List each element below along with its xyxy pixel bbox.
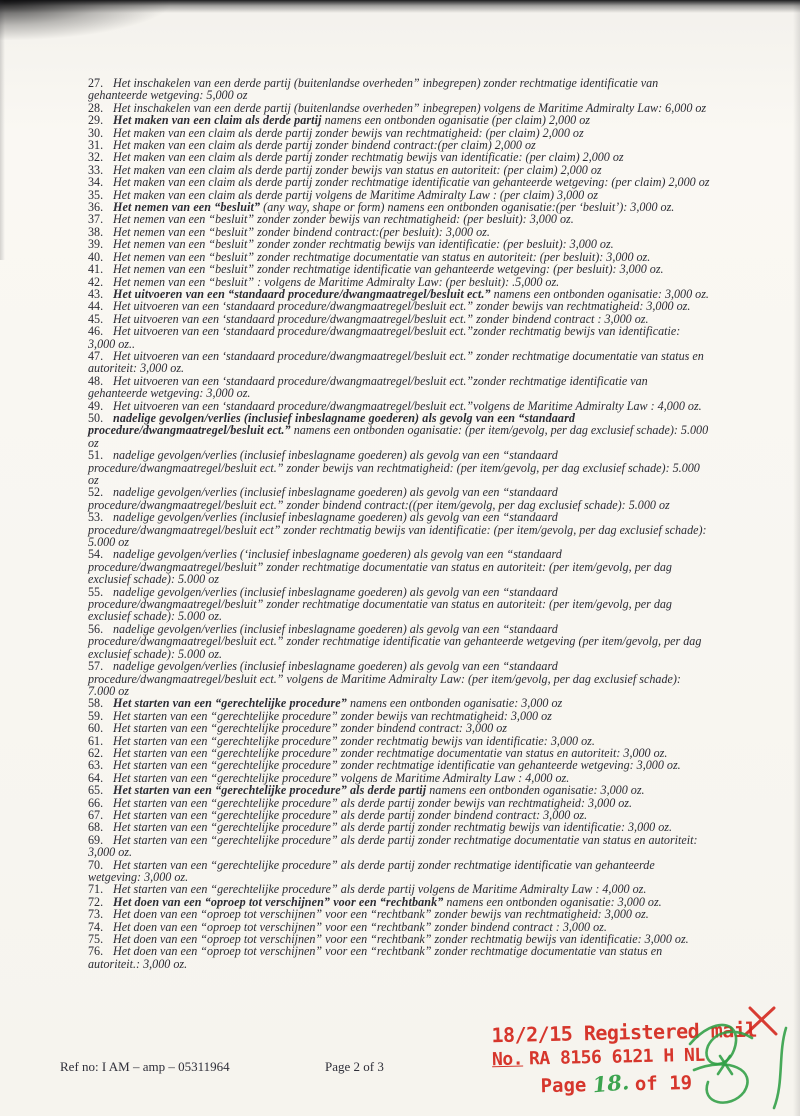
item-text: Het maken van een claim als derde partij zonder bindend contract:(per claim) 2,000 oz [113,138,536,153]
item-text: Het nemen van een “besluit” zonder zonder rechtmatig bewijs van identificatie: (per besluit): 3,000 oz. [113,237,614,252]
fee-list [88,77,710,970]
item-number: 33. [88,162,104,177]
item-number: 57. [88,659,104,674]
item-text: Het starten van een “gerechtelijke procedure” namens een ontbonden oganisatie: 3,000 oz [113,696,563,711]
item-number: 47. [88,348,104,363]
list-item [88,449,710,486]
item-number: 65. [88,783,104,798]
item-text: Het maken van een claim als derde partij zonder bewijs van status en autoriteit: (per claim) 2,000 oz [113,162,602,177]
item-text: Het starten van een “gerechtelijke procedure” als derde partij namens een ontbonden oganisatie: 3,000 oz. [113,783,645,798]
item-text: Het starten van een “gerechtelijke procedure” zonder rechtmatig bewijs van identificatie: 3,000 oz. [113,733,595,748]
item-number: 62. [88,745,104,760]
item-text: Het uitvoeren van een ‘standaard procedure/dwangmaatregel/besluit ect.” zonder bindend contract : 3,000 oz. [113,311,649,326]
item-number: 27. [88,76,104,90]
list-item [88,412,710,449]
item-text: Het starten van een “gerechtelijke procedure” als derde partij zonder rechtmatige documentatie van status en autoriteit: 3,000 oz. [88,832,698,860]
scan-shadow-left [0,0,5,260]
item-text: Het doen van een “oproep tot verschijnen” voor een “rechtbank” zonder bewijs van rechtmatigheid: 3,000 oz. [113,907,649,922]
item-text: Het starten van een “gerechtelijke procedure” als derde partij zonder bindend contract: 3,000 oz. [113,807,588,822]
item-number: 54. [88,547,104,562]
item-number: 56. [88,621,104,636]
item-number: 68. [88,820,104,835]
item-text: Het uitvoeren van een ‘standaard procedure/dwangmaatregel/besluit ect.” zonder bewijs van rechtmatigheid: 3,000 oz. [113,299,691,314]
item-number: 71. [88,882,104,897]
item-text: Het maken van een claim als derde partij zonder rechtmatige identificatie van gehanteerde wetgeving: (per claim) 2,000 oz [113,175,710,190]
item-text: Het uitvoeren van een ‘standaard procedure/dwangmaatregel/besluit ect.” zonder rechtmatige documentatie van status en autoriteit: 3,000 oz. [88,348,704,376]
item-text: nadelige gevolgen/verlies (inclusief inbeslagname goederen) als gevolg van een “standaard procedure/dwangmaatregel/besluit” zonder rechtmatige documentatie van status en autoriteit: (per item/gevolg, per dag exclusief schade): 5.000 oz. [88,584,672,624]
item-number: 28. [88,100,104,115]
list-item [88,511,710,548]
stamp-registration-number: RA 8156 6121 H NL [528,1044,705,1070]
scan-shadow-corner [0,0,170,40]
item-text: Het starten van een “gerechtelijke procedure” als derde partij volgens de Maritime Admiralty Law : 4,000 oz. [113,882,647,897]
item-number: 55. [88,584,104,599]
item-number: 72. [88,894,104,909]
item-text: Het doen van een “oproep tot verschijnen” voor een “rechtbank” namens een ontbonden oganisatie: 3,000 oz. [113,894,662,909]
item-text: nadelige gevolgen/verlies (‘inclusief inbeslagname goederen) als gevolg van een “standaard procedure/dwangmaatregel/besluit” zonder rechtmatige documentatie van status en autoriteit: (per item/gevolg, per dag exclusief schade): 5.000 oz [88,547,672,587]
item-number: 61. [88,733,104,748]
item-number: 37. [88,212,104,227]
item-number: 52. [88,485,104,500]
item-number: 49. [88,398,104,413]
item-text: Het doen van een “oproep tot verschijnen” voor een “rechtbank” zonder bindend contract : 3,000 oz. [113,919,607,934]
item-text: Het starten van een “gerechtelijke procedure” als derde partij zonder rechtmatig bewijs van identificatie: 3,000 oz. [113,820,673,835]
item-number: 75. [88,932,104,947]
stamp-registration-line [492,1045,798,1069]
item-number: 41. [88,262,104,277]
item-text: Het starten van een “gerechtelijke procedure” zonder rechtmatige documentatie van status en autoriteit: 3,000 oz. [113,745,668,760]
handwritten-page-number: 18. [591,1069,630,1098]
item-text: Het nemen van een “besluit” : volgens de Maritime Admiralty Law: (per besluit): .5,000 oz. [113,274,560,289]
item-number: 31. [88,138,104,153]
item-number: 29. [88,113,104,128]
item-number: 59. [88,708,104,723]
item-number: 73. [88,907,104,922]
item-number: 30. [88,125,104,140]
list-item [88,486,710,511]
item-text: Het starten van een “gerechtelijke procedure” zonder rechtmatige identificatie van gehanteerde wetgeving: 3,000 oz. [113,758,681,773]
item-text: Het nemen van een “besluit” zonder zonder bewijs van rechtmatigheid: (per besluit): 3,000 oz. [113,212,574,227]
list-item [88,77,710,102]
stamp-of-label: of [634,1072,658,1096]
item-number: 74. [88,919,104,934]
item-text: nadelige gevolgen/verlies (inclusief inbeslagname goederen) als gevolg van een “standaard procedure/dwangmaatregel/besluit ect.” volgens de Maritime Admiralty Law: (per item/gevolg, per dag exclusief schade): 7.000 oz [88,659,681,698]
item-number: 64. [88,770,104,785]
stamp-page-line [492,1069,798,1097]
item-number: 66. [88,795,104,810]
item-text: Het nemen van een “besluit” zonder rechtmatige documentatie van status en autoriteit: (per besluit): 3,000 oz. [113,249,651,264]
list-item [88,375,710,400]
item-number: 43. [88,286,104,301]
item-text: Het inschakelen van een derde partij (buitenlandse overheden” inbegrepen) zonder rechtmatige identificatie van gehanteerde wetgeving: 5,000 oz [88,76,659,103]
item-text: Het nemen van een “besluit” (any way, shape or form) namens een ontbonden oganisatie:(per ‘besluit’): 3,000 oz. [113,200,675,215]
item-number: 50. [88,410,104,425]
item-text: Het maken van een claim als derde partij volgens de Maritime Admiralty Law : (per claim) 3,000 oz [113,187,599,202]
item-number: 34. [88,175,104,190]
item-number: 69. [88,832,104,847]
item-number: 40. [88,249,104,264]
item-number: 67. [88,807,104,822]
item-text: Het maken van een claim als derde partij namens een ontbonden oganisatie (per claim) 2,000 oz [113,113,590,128]
stamp-no-label: No. [491,1048,524,1071]
item-text: Het uitvoeren van een ‘standaard procedure/dwangmaatregel/besluit ect.”volgens de Maritime Admiralty Law : 4,000 oz. [113,398,702,413]
item-text: nadelige gevolgen/verlies (inclusief inbeslagname goederen) als gevolg van een “standaard procedure/dwangmaatregel/besluit ect” zonder rechtmatig bewijs van identificatie: (per item/gevolg, per dag exclusief schade): 5.000 oz [88,510,707,550]
page-number: Page 2 of 3 [325,1059,384,1074]
item-text: Het uitvoeren van een “standaard procedure/dwangmaatregel/besluit ect.” namens een ontbonden oganisatie: 3,000 oz. [113,286,709,301]
item-text: Het inschakelen van een derde partij (buitenlandse overheden” inbegrepen) volgens de Maritime Admiralty Law: 6,000 oz [113,100,707,115]
item-text: Het starten van een “gerechtelijke procedure” volgens de Maritime Admiralty Law : 4,000 oz. [113,770,570,785]
item-text: Het starten van een “gerechtelijke procedure” zonder bewijs van rechtmatigheid: 3,000 oz [113,708,552,723]
scan-shadow-right [793,0,800,1116]
list-item [88,548,710,585]
list-item [88,325,710,350]
item-number: 42. [88,274,104,289]
item-text: Het uitvoeren van een ‘standaard procedure/dwangmaatregel/besluit ect.”zonder rechtmatig bewijs van identificatie: 3,000 oz.. [88,324,681,351]
list-item [88,834,710,859]
item-text: nadelige gevolgen/verlies (inclusief inbeslagname goederen) als gevolg van een “standaard procedure/dwangmaatregel/besluit ect.” zonder bewijs van rechtmatigheid: (per item/gevolg, per dag exclusief schade): 5.000 oz [88,448,700,487]
item-number: 63. [88,758,104,773]
list-item [88,859,710,884]
item-text: Het starten van een “gerechtelijke procedure” als derde partij zonder rechtmatige identificatie van gehanteerde wetgeving: 3,000 oz. [88,857,655,884]
registered-mail-stamp [491,1019,798,1097]
item-number: 53. [88,510,104,525]
stamp-date-line: 18/2/15 Registered mail [491,1017,758,1048]
item-number: 39. [88,237,104,252]
item-number: 58. [88,696,104,711]
item-number: 44. [88,299,104,314]
item-number: 70. [88,857,104,872]
item-text: nadelige gevolgen/verlies (inclusief inbeslagname goederen) als gevolg van een “standaard procedure/dwangmaatregel/besluit ect.” zonder bindend contract:((per item/gevolg, per dag exclusief schade): 5.000 oz [88,485,670,512]
item-number: 35. [88,187,104,202]
item-number: 48. [88,373,104,388]
list-item [88,350,710,375]
item-text: Het maken van een claim als derde partij zonder bewijs van rechtmatigheid: (per claim) 2,000 oz [113,125,584,140]
item-number: 32. [88,150,104,165]
item-text: Het maken van een claim als derde partij zonder rechtmatig bewijs van identificatie: (per claim) 2,000 oz [113,150,624,165]
list-item [88,945,710,970]
item-text: Het doen van een “oproep tot verschijnen” voor een “rechtbank” zonder rechtmatig bewijs van identificatie: 3,000 oz. [113,932,689,947]
item-number: 36. [88,200,104,215]
item-number: 60. [88,721,104,736]
item-text: Het starten van een “gerechtelijke procedure” als derde partij zonder bewijs van rechtmatigheid: 3,000 oz. [113,795,633,810]
item-text: Het nemen van een “besluit” zonder rechtmatige identificatie van gehanteerde wetgeving: (per besluit): 3,000 oz. [113,262,664,277]
item-number: 38. [88,224,104,239]
stamp-page-total: 19 [668,1072,693,1095]
item-text: Het doen van een “oproep tot verschijnen” voor een “rechtbank” zonder rechtmatige documentatie van status en autoriteit.: 3,000 oz. [88,944,663,971]
item-text: Het starten van een “gerechtelijke procedure” zonder bindend contract: 3,000 oz [113,721,507,736]
list-item [88,623,710,660]
item-number: 46. [88,324,104,339]
item-text: Het uitvoeren van een ‘standaard procedure/dwangmaatregel/besluit ect.”zonder rechtmatige identificatie van gehanteerde wetgeving: 3,000 oz. [88,373,648,401]
item-text: Het nemen van een “besluit” zonder bindend contract:(per besluit): 3,000 oz. [113,224,490,239]
item-text: nadelige gevolgen/verlies (inclusief inbeslagname goederen) als gevolg van een “standaard procedure/dwangmaatregel/besluit ect.” namens een ontbonden oganisatie: (per item/gevolg, per dag exclusief schade): 5.000 oz [88,410,709,450]
item-number: 51. [88,448,104,463]
item-number: 45. [88,311,104,326]
reference-number: Ref no: I AM – amp – 05311964 [60,1059,230,1074]
item-text: nadelige gevolgen/verlies (inclusief inbeslagname goederen) als gevolg van een “standaard procedure/dwangmaatregel/besluit ect.” zonder rechtmatige identificatie van gehanteerde wetgeving (per item/gevolg, per dag exclusief schade): 5.000 oz. [88,621,702,661]
stamp-page-label: Page [540,1074,587,1098]
item-number: 76. [88,944,104,959]
list-item [88,660,710,697]
list-item [88,586,710,623]
